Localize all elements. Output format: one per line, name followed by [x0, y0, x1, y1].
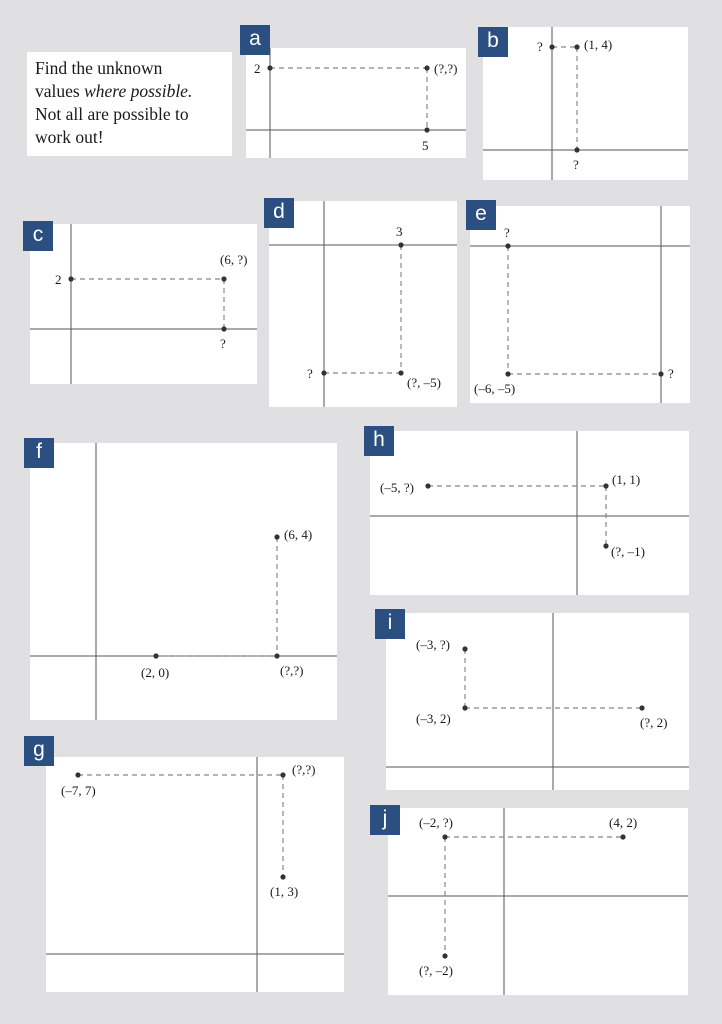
point [274, 534, 279, 539]
point-label: (–7, 7) [61, 783, 96, 798]
panel-a-tag: a [240, 25, 270, 55]
panel-f-tag: f [24, 438, 54, 468]
point-label: (–6, –5) [474, 381, 516, 396]
point [442, 953, 447, 958]
point [639, 705, 644, 710]
point-label: (4, 2) [609, 815, 638, 830]
point [549, 44, 554, 49]
point [424, 65, 429, 70]
point-label: 2 [254, 61, 261, 76]
panel-c-tag: c [23, 221, 53, 251]
point-label: ? [220, 336, 226, 351]
point [462, 646, 467, 651]
point [658, 371, 663, 376]
panel-e [470, 206, 690, 403]
point-label: (?,?) [434, 61, 458, 76]
panel-b [483, 27, 688, 180]
panel-d [269, 201, 457, 407]
point-label: (1, 4) [584, 37, 613, 52]
panel-e-tag: e [466, 200, 496, 230]
panel-j-graph [388, 808, 688, 995]
point-label: (1, 1) [612, 472, 641, 487]
point-label: (?,?) [292, 762, 316, 777]
panel-j-tag: j [370, 805, 400, 835]
point-label: (?,?) [280, 663, 304, 678]
panel-b-tag: b [478, 27, 508, 57]
panel-f [30, 443, 337, 720]
point [280, 874, 285, 879]
point-label: (–3, 2) [416, 711, 451, 726]
point [221, 326, 226, 331]
point-label: (6, ?) [220, 252, 248, 267]
point [462, 705, 467, 710]
point [321, 370, 326, 375]
point-label: ? [504, 225, 510, 240]
point [603, 543, 608, 548]
point [398, 242, 403, 247]
instructions-line-4: work out! [35, 127, 104, 147]
point [280, 772, 285, 777]
point [267, 65, 272, 70]
panel-b-graph [483, 27, 688, 180]
panel-g [46, 757, 344, 992]
point-label: (?, –5) [407, 375, 441, 390]
panel-d-graph [269, 201, 457, 407]
point-label: ? [573, 157, 579, 172]
point [620, 834, 625, 839]
point [68, 276, 73, 281]
point-label: (6, 4) [284, 527, 313, 542]
point [75, 772, 80, 777]
panel-a-graph [246, 48, 466, 158]
point-label: (2, 0) [141, 665, 170, 680]
point-label: (?, –2) [419, 963, 453, 978]
point-label: 2 [55, 272, 62, 287]
instructions-line-3: Not all are possible to [35, 104, 189, 124]
point-label: (–3, ?) [416, 637, 450, 652]
point-label: 5 [422, 138, 429, 153]
panel-c-graph [30, 224, 257, 384]
panel-e-graph [470, 206, 690, 403]
panel-h-graph [370, 431, 689, 595]
instructions-line-2-text: values [35, 81, 85, 101]
instructions-line-1: Find the unknown [35, 58, 163, 78]
point-label: ? [668, 366, 674, 381]
point [603, 483, 608, 488]
point [424, 127, 429, 132]
instructions-box [27, 52, 232, 156]
panel-a [246, 48, 466, 158]
point [574, 147, 579, 152]
panel-d-tag: d [264, 198, 294, 228]
panel-c [30, 224, 257, 384]
point-label: 3 [396, 224, 403, 239]
point [398, 370, 403, 375]
panel-i-tag: i [375, 609, 405, 639]
panel-f-graph [30, 443, 337, 720]
point [505, 243, 510, 248]
point [221, 276, 226, 281]
point-label: (?, 2) [640, 715, 668, 730]
panel-h [370, 431, 689, 595]
panel-j [388, 808, 688, 995]
point [153, 653, 158, 658]
point-label: ? [307, 366, 313, 381]
panel-h-tag: h [364, 426, 394, 456]
panel-i [386, 613, 689, 790]
point-label: (?, –1) [611, 544, 645, 559]
panel-g-tag: g [24, 736, 54, 766]
instructions-line-2 [35, 80, 232, 103]
point [442, 834, 447, 839]
point-label: ? [537, 39, 543, 54]
point [574, 44, 579, 49]
panel-i-graph [386, 613, 689, 790]
point-label: (–2, ?) [419, 815, 453, 830]
point [425, 483, 430, 488]
point-label: (–5, ?) [380, 480, 414, 495]
point [505, 371, 510, 376]
point [274, 653, 279, 658]
instructions-emphasis: where possible. [84, 81, 193, 101]
panel-g-graph [46, 757, 344, 992]
point-label: (1, 3) [270, 884, 299, 899]
